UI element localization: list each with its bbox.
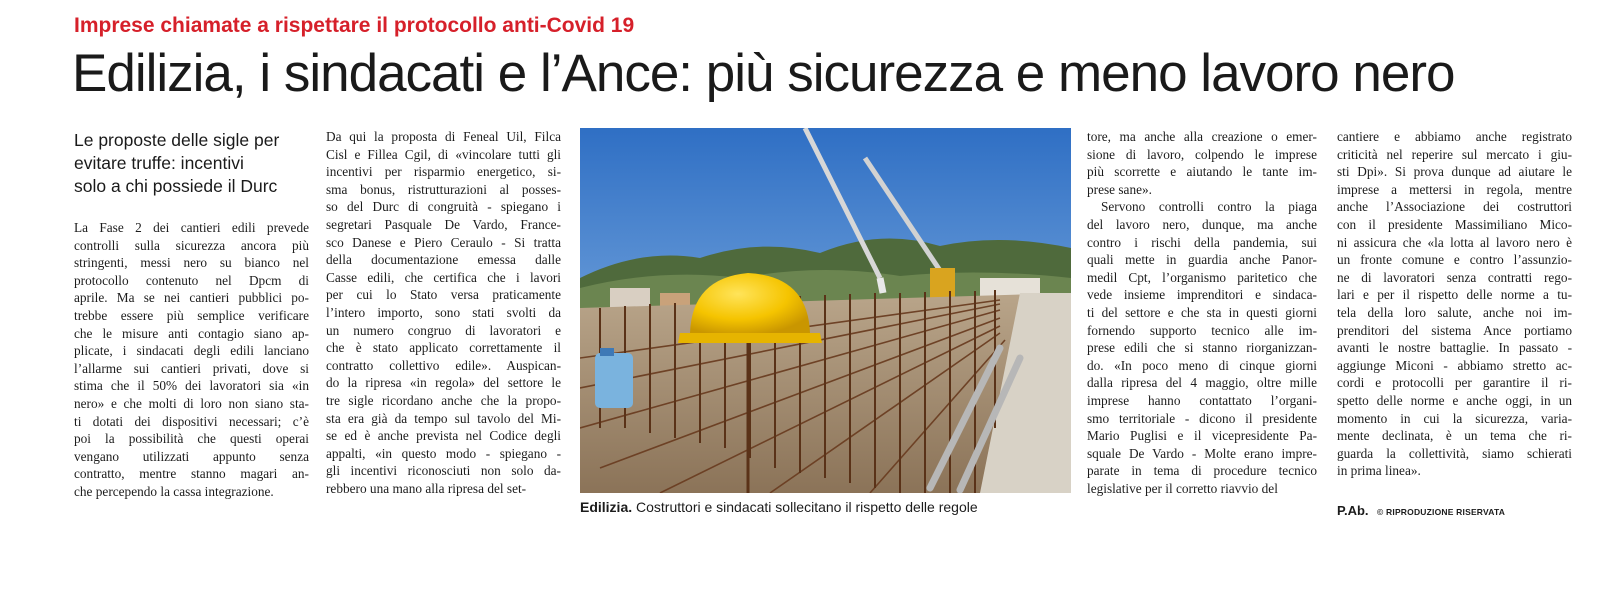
article-line: dalla ripresa del 4 maggio, oltre mille [1087,375,1317,391]
article-line: tela della loro salute, anche noi im- [1337,304,1572,320]
article-line: prenditori del sistema Ance portiamo [1337,322,1572,338]
article-line: imprese hanno contattato l’organi- [1087,392,1317,408]
article-line: se ed è anche prevista nel Codice degli [326,428,561,444]
article-line: incentivi per risparmio energetico, si- [326,164,561,180]
article-line: con il presidente Massimiliano Mico- [1337,216,1572,232]
article-line: l’intero importo, sono stati svolti da [326,304,561,320]
article-line: criticità nel reperire sul mercato i giu- [1337,146,1572,162]
article-line: del lavoro nero, dunque, ma anche [1087,216,1317,232]
article-line: un fronte comune e contro l’assunzio- [1337,252,1572,268]
construction-site-photo [580,128,1071,493]
article-line: sma bonus, ristrutturazioni al posses- [326,181,561,197]
article-line: cantiere e abbiamo anche registrato [1337,129,1572,144]
article-line: sco Danese e Piero Ceraulo - Si tratta [326,234,561,250]
article-line: squale De Vardo - Molte erano impre- [1087,445,1317,461]
article-line: aggiunge Miconi - abbiamo stretto ac- [1337,357,1572,373]
article-line: stima che il 50% dei lavoratori sia «in [74,378,309,394]
article-line: stringenti, messi nero su bianco nel [74,255,309,271]
photo-caption [580,499,1080,515]
article-line: più scorrette e aiutando le tante im- [1087,164,1317,180]
article-line: legislative per il corretto riavvio del [1087,480,1278,496]
article-line: lari e per il rispetto delle norme a tu- [1337,287,1572,303]
article-line: segretari Pasquale De Vardo, France- [326,216,561,232]
article-line: ti del settore e che sta in questi giorni [1087,304,1317,320]
article-column-3 [1087,128,1317,497]
article-line: sti Dpi». Si prova dunque ad aiutare le [1337,164,1572,180]
article-line: Da qui la proposta di Feneal Uil, Filca [326,129,561,144]
article-line: guarda la collettività, siamo schierati [1337,445,1572,461]
article-line: cordi e protocolli per garantire il ri- [1337,375,1572,391]
article-column-1 [74,219,309,501]
article-line: aprile. Ma se nei cantieri pubblici po- [74,290,309,306]
author-initials: P.Ab. [1337,503,1369,518]
article-line: avanti le nostre battaglie. In passato - [1337,340,1572,356]
article-line: plicate, i sindacati degli edili lanciano [74,343,309,359]
article-line: quali mette in guardia anche Panor- [1087,252,1317,268]
article-line: fornendo supporto tecnico alle im- [1087,322,1317,338]
deck-line: solo a chi possiede il Durc [74,176,278,196]
byline [1337,502,1505,520]
article-line: ne di lavoratori senza contratti rego- [1337,269,1572,285]
article-line: vede insieme imprenditori e sindaca- [1087,287,1317,303]
article-line: parate in tema di procedure tecnico [1087,463,1317,479]
article-line: sta era già da tempo sul tavolo del Mi- [326,410,561,426]
article-line: contratto collettivo edile». Auspican- [326,357,561,373]
article-line: trebbe essere più semplice verificare [74,307,309,323]
article-line: momento in cui la sicurezza, varia- [1337,410,1572,426]
article-line: tore, ma anche alla creazione o emer- [1087,129,1317,144]
article-line: contro i rischi della pandemia, sui [1087,234,1317,250]
deck-line: evitare truffe: incentivi [74,153,244,173]
article-line: per cui lo Stato versa praticamente [326,287,561,303]
article-line: La Fase 2 dei cantieri edili prevede [74,220,309,235]
article-column-4 [1337,128,1572,480]
article-line: nero» e che molti di loro non siano sta- [74,395,309,411]
article-line: protocollo contenuto nel Dpcm di [74,272,309,288]
article-line: so del Durc di congruità - spiegano i [326,199,561,215]
article-line: Casse edili, che certifica che i lavori [326,269,561,285]
article-line: ni assicura che «la lotta al lavoro nero è [1337,234,1572,250]
article-line: che è stato applicato correttamente il [326,340,561,356]
article-line: anche l’Associazione dei costruttori [1337,199,1572,215]
deck-line: Le proposte delle sigle per [74,130,280,150]
article-line: Servono controlli contro la piaga [1101,199,1317,215]
article-line: mente declinata, è un tema che ri- [1337,428,1572,444]
article-line: poi la possibilità che questi operai [74,431,309,447]
article-line: l’allarme sui cantieri privati, dove si [74,360,309,376]
caption-label: Edilizia. [580,499,633,515]
article-line: in prima linea». [1337,463,1421,479]
copyright-notice: © RIPRODUZIONE RISERVATA [1377,507,1506,517]
article-line: imprese a mettersi in regola, mentre [1337,181,1572,197]
article-line: sione di lavoro, colpendo le imprese [1087,146,1317,162]
article-line: un numero congruo di lavoratori e [326,322,561,338]
kicker: Imprese chiamate a rispettare il protocollo anti-Covid 19 [74,14,635,37]
article-line: controlli sulla sicurezza ancora più [74,237,309,253]
caption-text: Costruttori e sindacati sollecitano il rispetto delle regole [636,499,978,515]
article-line: tre sigle ricordano anche che la propo- [326,392,561,408]
article-line: ti dotati dei dispositivi necessari; c’è [74,413,309,429]
deck [74,129,314,198]
article-line: contratto, mentre stanno magari an- [74,466,309,482]
article-line: della documentazione emessa dalle [326,252,561,268]
article-line: prese edili che si stanno riorganizzan- [1087,340,1317,356]
article-line: smo territoriale - dicono il presidente [1087,410,1317,426]
article-line: appalti, «in questo modo - spiegano - [326,445,561,461]
article-line: rebbero una mano alla ripresa del set- [326,480,527,496]
article-line: do. «In poco meno di cinque giorni [1087,357,1317,373]
article-line: medil Cpt, l’organismo paritetico che [1087,269,1317,285]
article-line: Mario Puglisi e il vicepresidente Pa- [1087,428,1317,444]
article-line: spetto delle norme e anche oggi, in un [1337,392,1572,408]
article-column-2 [326,128,561,497]
article-line: Cisl e Fillea Cgil, di «vincolare tutti gli [326,146,561,162]
article-line: che le misure anti contagio siano ap- [74,325,309,341]
article-line: gli incentivi riconosciuti non solo da- [326,463,561,479]
article-line: do la ripresa «in regola» del settore le [326,375,561,391]
headline: Edilizia, i sindacati e l’Ance: più sicurezza e meno lavoro nero [72,44,1455,103]
article-line: che percependo la cassa integrazione. [74,483,274,499]
article-line: vengano utilizzati appunto senza [74,448,309,464]
article-line: prese sane». [1087,181,1152,197]
